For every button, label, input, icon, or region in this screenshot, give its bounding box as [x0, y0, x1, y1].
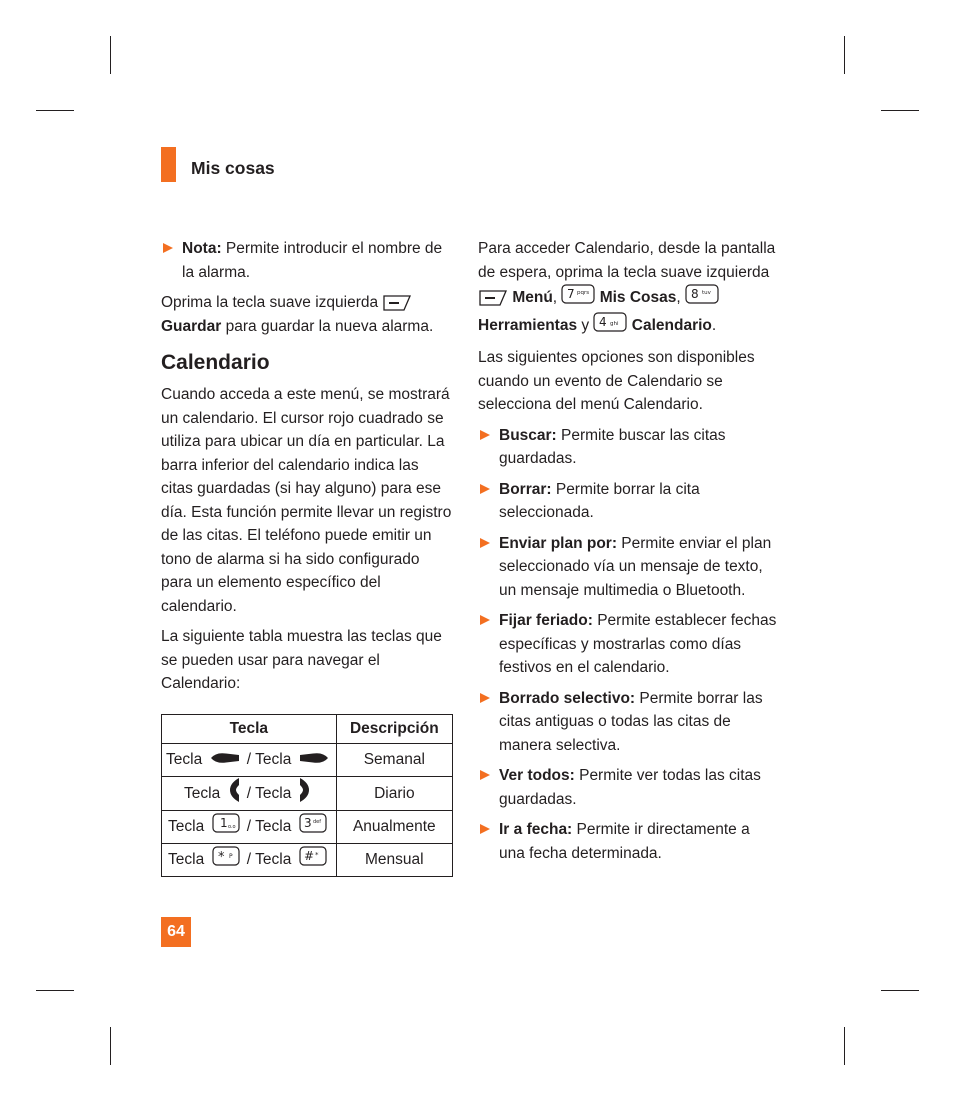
page-number: 64	[161, 917, 191, 947]
calendar-intro: Cuando acceda a este menú, se mostrará un calendario. El cursor rojo cuadrado se utiliza para ubicar un día en particular. La barra inferior del calendario indica las citas guardadas (si hay alguno) para ese día. Esta función permite llevar un registro de las citas. El teléfono puede emitir un tono de alarma si ha sido configurado para un elemento específico del calendario.	[161, 386, 452, 615]
bullet-arrow-icon	[480, 538, 490, 548]
crop-mark	[881, 990, 919, 991]
guardar-paragraph: Oprima la tecla suave izquierda Guardar para guardar la nueva alarma.	[161, 294, 434, 335]
bullet-buscar: Buscar: Permite buscar las citas guardadas.	[478, 424, 778, 471]
bullet-ir-a-fecha: Ir a fecha: Permite ir directamente a una fecha determinada.	[478, 818, 778, 865]
bullet-arrow-icon	[480, 615, 490, 625]
crop-mark	[36, 110, 74, 111]
soft-key-left-icon	[478, 289, 508, 306]
access-paragraph: Para acceder Calendario, desde la pantalla de espera, oprima la tecla suave izquierda Menú, 7 pqrs Mis Cosas, 8 tuv Herramientas y 4 ghi Calendario.	[478, 237, 778, 339]
svg-text:#: #	[303, 849, 314, 864]
bullet-arrow-icon	[480, 484, 490, 494]
key-1-icon	[212, 813, 240, 841]
svg-text:def: def	[312, 819, 321, 826]
crop-mark	[881, 110, 919, 111]
table-cell: Semanal	[336, 743, 452, 776]
left-nav-icon	[210, 748, 240, 772]
svg-text:8: 8	[691, 287, 699, 301]
svg-text:P: P	[228, 853, 233, 861]
right-column	[478, 237, 778, 872]
table-cell: Diario	[336, 776, 452, 811]
crop-mark	[110, 1027, 111, 1065]
bullet-arrow-icon	[480, 824, 490, 834]
right-nav-icon	[299, 748, 329, 772]
svg-text:o.o: o.o	[227, 824, 236, 831]
table-cell: Anualmente	[336, 811, 452, 844]
key-4-icon	[593, 312, 627, 340]
bullet-nota	[161, 237, 453, 284]
svg-text:tuv: tuv	[702, 290, 711, 296]
key-3-icon	[299, 813, 327, 841]
table-cell: Mensual	[336, 844, 452, 877]
soft-key-left-icon	[382, 294, 412, 311]
crop-mark	[844, 1027, 845, 1065]
svg-text:*: *	[217, 850, 224, 866]
table-intro: La siguiente tabla muestra las teclas que se pueden usar para navegar el Calendario:	[161, 628, 442, 692]
svg-text:4: 4	[599, 314, 608, 329]
section-marker	[161, 147, 176, 182]
table-header: Tecla	[162, 714, 337, 743]
bullet-borrar: Borrar: Permite borrar la cita seleccionada.	[478, 478, 778, 525]
bullet-arrow-icon	[480, 770, 490, 780]
table-row: Tecla / Tecla Diario	[162, 776, 453, 811]
svg-text:1: 1	[219, 816, 228, 831]
table-header: Descripción	[336, 714, 452, 743]
section-title: Mis cosas	[191, 158, 275, 178]
crop-mark	[110, 36, 111, 74]
bullet-text: Permite introducir el nombre de la alarma.	[182, 240, 443, 281]
keys-table	[161, 714, 453, 878]
options-intro: Las siguientes opciones son disponibles cuando un evento de Calendario se selecciona del menú Calendario.	[478, 349, 755, 413]
down-nav-icon	[299, 777, 311, 811]
bullet-enviar: Enviar plan por: Permite enviar el plan seleccionado vía un mensaje de texto, un mensaje multimedia o Bluetooth.	[478, 532, 778, 603]
heading-calendario: Calendario	[161, 351, 270, 374]
left-column	[161, 237, 453, 877]
svg-text:7: 7	[567, 287, 576, 301]
bullet-fijar-feriado: Fijar feriado: Permite establecer fechas específicas y mostrarlas como días festivos en el calendario.	[478, 609, 778, 680]
key-hash-icon	[299, 846, 327, 874]
bullet-label: Nota:	[182, 240, 222, 257]
key-star-icon	[212, 846, 240, 874]
table-row: Tecla 1 o.o / Tecla 3 def Anualmente	[162, 811, 453, 844]
svg-text:ghi: ghi	[610, 320, 619, 327]
key-8-icon	[685, 284, 719, 312]
up-nav-icon	[228, 777, 240, 811]
bullet-arrow-icon	[480, 693, 490, 703]
bullet-arrow-icon	[480, 430, 490, 440]
svg-text:*: *	[314, 851, 319, 860]
bullet-ver-todos: Ver todos: Permite ver todas las citas guardadas.	[478, 764, 778, 811]
bullet-borrado-selectivo: Borrado selectivo: Permite borrar las citas antiguas o todas las citas de manera selectiva.	[478, 687, 778, 758]
crop-mark	[36, 990, 74, 991]
table-header-row	[162, 714, 453, 743]
key-7-icon	[561, 284, 595, 312]
table-row: Tecla / Tecla Semanal	[162, 743, 453, 776]
bullet-arrow-icon	[163, 243, 173, 253]
svg-text:pqrs: pqrs	[577, 290, 590, 296]
crop-mark	[844, 36, 845, 74]
svg-text:3: 3	[303, 816, 312, 831]
table-row: Tecla * P / Tecla # * Mensual	[162, 844, 453, 877]
